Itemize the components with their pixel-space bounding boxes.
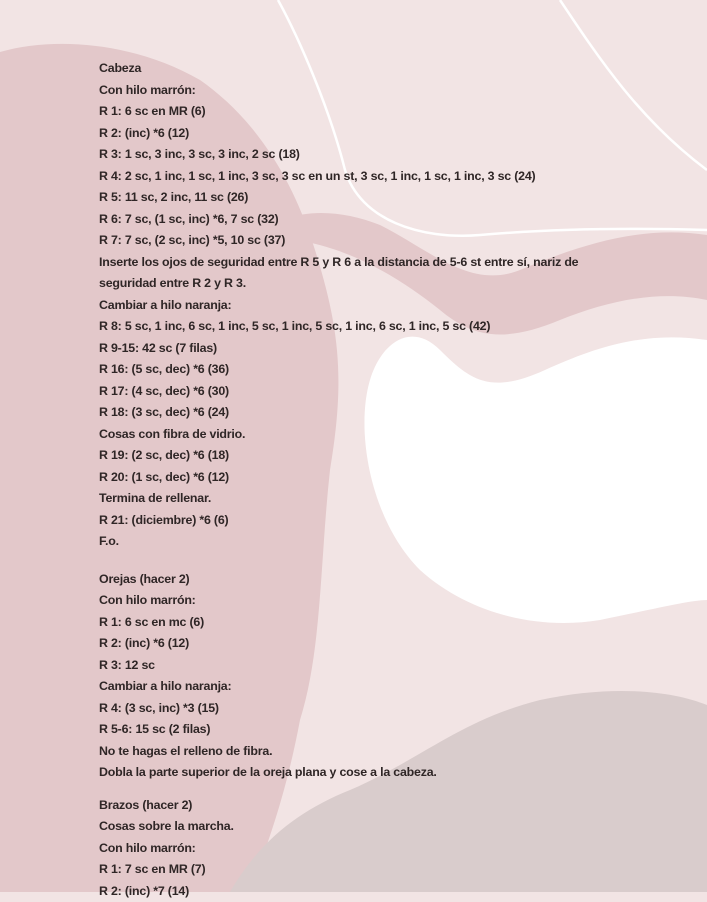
text-line: R 9-15: 42 sc (7 filas) (99, 338, 679, 360)
text-line: Con hilo marrón: (99, 838, 679, 860)
text-line: R 1: 6 sc en MR (6) (99, 101, 679, 123)
text-line: R 20: (1 sc, dec) *6 (12) (99, 467, 679, 489)
text-line: R 21: (diciembre) *6 (6) (99, 510, 679, 532)
text-line: R 6: 7 sc, (1 sc, inc) *6, 7 sc (32) (99, 209, 679, 231)
text-line: R 4: 2 sc, 1 inc, 1 sc, 1 inc, 3 sc, 3 sc en un st, 3 sc, 1 inc, 1 sc, 1 inc, 3 sc (24) (99, 166, 679, 188)
pattern-text (99, 58, 679, 902)
section-cabeza (99, 58, 679, 553)
text-line: seguridad entre R 2 y R 3. (99, 273, 679, 295)
text-line: R 18: (3 sc, dec) *6 (24) (99, 402, 679, 424)
text-line: R 16: (5 sc, dec) *6 (36) (99, 359, 679, 381)
text-line: Cambiar a hilo naranja: (99, 295, 679, 317)
text-line: R 7: 7 sc, (2 sc, inc) *5, 10 sc (37) (99, 230, 679, 252)
text-line: R 1: 6 sc en mc (6) (99, 612, 679, 634)
text-line: Cosas sobre la marcha. (99, 816, 679, 838)
section-title: Brazos (hacer 2) (99, 795, 679, 817)
section-brazos (99, 795, 679, 902)
text-line: R 5: 11 sc, 2 inc, 11 sc (26) (99, 187, 679, 209)
text-line: R 2: (inc) *7 (14) (99, 881, 679, 902)
text-line: Cosas con fibra de vidrio. (99, 424, 679, 446)
text-line: Termina de rellenar. (99, 488, 679, 510)
text-line: R 2: (inc) *6 (12) (99, 633, 679, 655)
text-line: R 3: 12 sc (99, 655, 679, 677)
text-line: Con hilo marrón: (99, 80, 679, 102)
text-line: R 5-6: 15 sc (2 filas) (99, 719, 679, 741)
section-title: Orejas (hacer 2) (99, 569, 679, 591)
text-line: R 3: 1 sc, 3 inc, 3 sc, 3 inc, 2 sc (18) (99, 144, 679, 166)
text-line: R 17: (4 sc, dec) *6 (30) (99, 381, 679, 403)
text-line: Inserte los ojos de seguridad entre R 5 y R 6 a la distancia de 5-6 st entre sí, nariz de (99, 252, 679, 274)
text-line: F.o. (99, 531, 679, 553)
text-line: R 8: 5 sc, 1 inc, 6 sc, 1 inc, 5 sc, 1 inc, 5 sc, 1 inc, 6 sc, 1 inc, 5 sc (42) (99, 316, 679, 338)
text-line: R 2: (inc) *6 (12) (99, 123, 679, 145)
text-line: R 19: (2 sc, dec) *6 (18) (99, 445, 679, 467)
text-line: R 1: 7 sc en MR (7) (99, 859, 679, 881)
text-line: Con hilo marrón: (99, 590, 679, 612)
text-line: Cambiar a hilo naranja: (99, 676, 679, 698)
section-orejas (99, 569, 679, 784)
text-line: No te hagas el relleno de fibra. (99, 741, 679, 763)
text-line: Dobla la parte superior de la oreja plana y cose a la cabeza. (99, 762, 679, 784)
text-line: R 4: (3 sc, inc) *3 (15) (99, 698, 679, 720)
section-title: Cabeza (99, 58, 679, 80)
